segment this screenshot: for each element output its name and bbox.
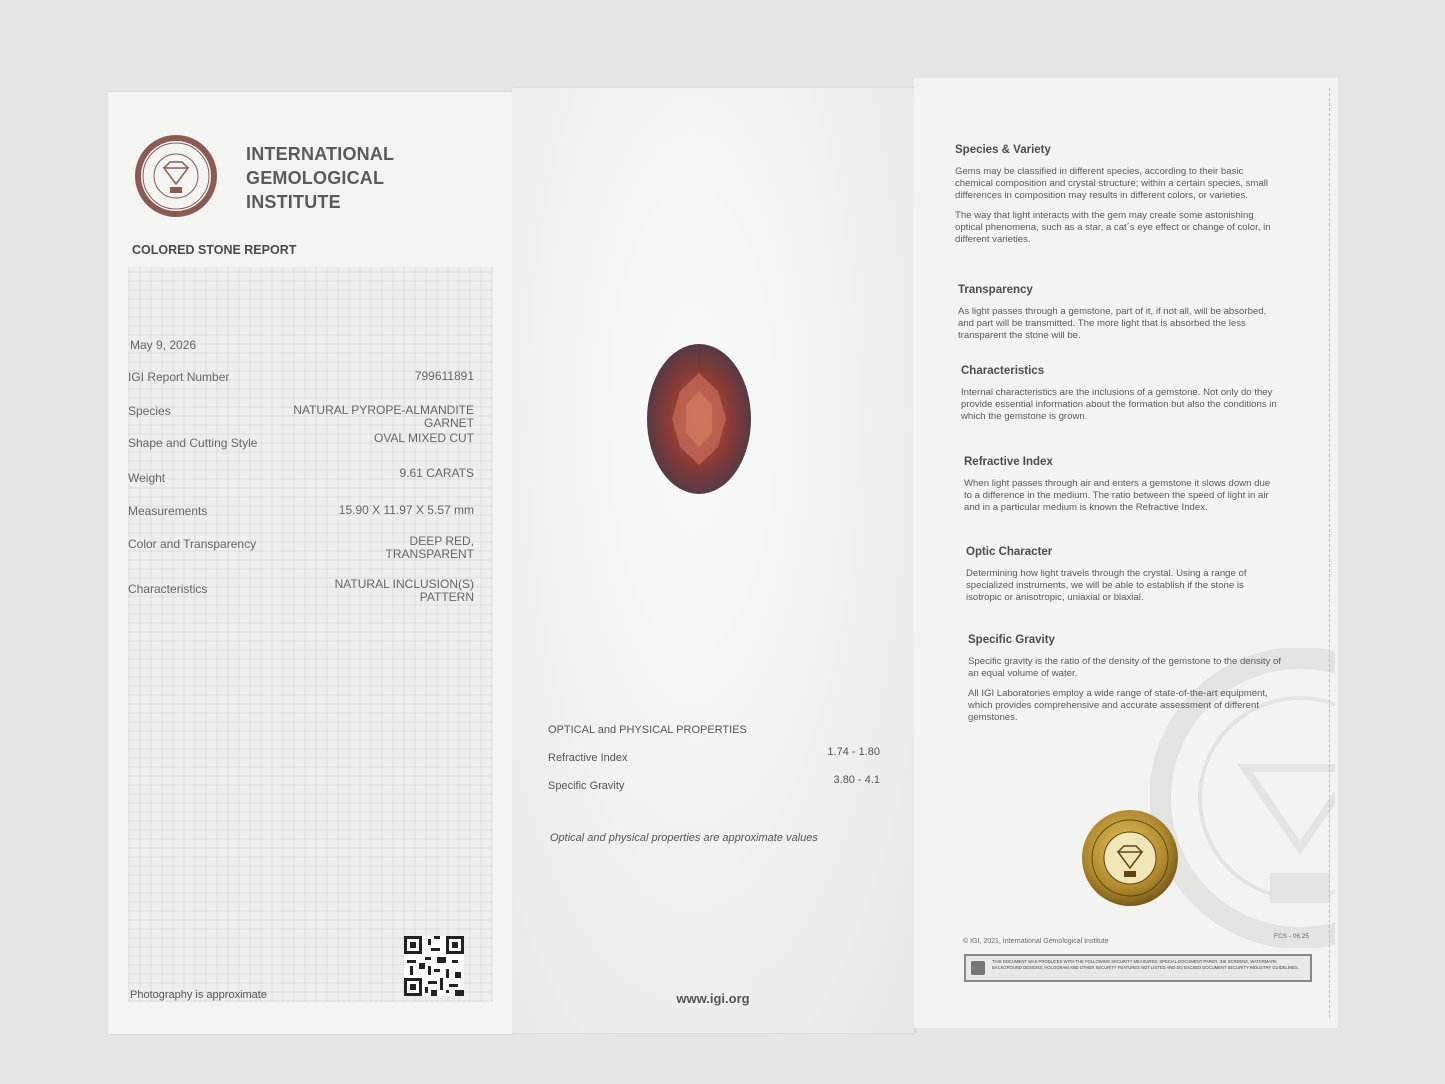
property-label: Specific Gravity bbox=[548, 780, 625, 792]
institute-name bbox=[246, 142, 394, 214]
section-title: Optic Character bbox=[966, 546, 1053, 558]
institute-name-line1: INTERNATIONAL bbox=[246, 144, 395, 164]
section-title: Species & Variety bbox=[955, 144, 1051, 156]
report-panel-middle bbox=[512, 88, 914, 1033]
row-label: Species bbox=[128, 404, 171, 418]
institute-name-line3: INSTITUTE bbox=[246, 192, 341, 212]
section-title: Characteristics bbox=[961, 365, 1045, 377]
row-label: IGI Report Number bbox=[128, 370, 230, 384]
section-text: All IGI Laboratories employ a wide range of state-of-the-art equipment, which provides comprehensive and accurate assessment of different gemstones. bbox=[968, 688, 1268, 723]
section-refractive-index bbox=[964, 456, 1280, 522]
property-value: 1.74 - 1.80 bbox=[827, 746, 880, 758]
row-value: 799611891 bbox=[414, 369, 474, 383]
row-value: 9.61 CARATS bbox=[399, 466, 474, 480]
row-value: 15.90 X 11.97 X 5.57 mm bbox=[338, 503, 474, 517]
gemstone-image bbox=[646, 343, 752, 495]
section-species bbox=[955, 144, 1271, 254]
section-specific-gravity bbox=[968, 634, 1284, 732]
row-value: DEEP RED, TRANSPARENT bbox=[385, 534, 474, 561]
property-specific-gravity bbox=[548, 774, 880, 792]
row-value: NATURAL PYROPE-ALMANDITE GARNET bbox=[293, 403, 474, 430]
section-text: Specific gravity is the ratio of the density of the gemstone to the density of an equal volume of water. bbox=[968, 656, 1282, 679]
section-text: As light passes through a gemstone, part of it, if not all, will be absorbed, and part will be transmitted. The more light that is absorbed the less transparent the stone will be. bbox=[958, 306, 1267, 341]
report-date: May 9, 2026 bbox=[130, 338, 197, 352]
photography-note: Photography is approximate bbox=[130, 989, 267, 1001]
lock-icon bbox=[971, 961, 985, 975]
row-value: OVAL MIXED CUT bbox=[373, 431, 474, 445]
properties-note: Optical and physical properties are approximate values bbox=[550, 832, 818, 844]
section-text: Determining how light travels through the crystal. Using a range of specialized instruments, we will be able to establish if the stone is isotropic or anisotropic, uniaxial or biaxial. bbox=[966, 568, 1247, 603]
property-value: 3.80 - 4.1 bbox=[833, 774, 880, 786]
section-text: The way that light interacts with the gem may create some astonishing optical phenomena, such as a star, a cat´s eye effect or change of color, in different varieties. bbox=[955, 210, 1271, 245]
copyright-text: © IGI, 2021, International Gemological Institute bbox=[963, 938, 1109, 945]
properties-title: OPTICAL and PHYSICAL PROPERTIES bbox=[548, 724, 747, 736]
form-code: FCS - 06.25 bbox=[1274, 933, 1310, 940]
section-optic-character bbox=[966, 546, 1282, 612]
section-characteristics bbox=[961, 365, 1277, 431]
section-title: Specific Gravity bbox=[968, 634, 1055, 646]
report-panel-left bbox=[108, 92, 512, 1034]
igi-seal-icon bbox=[134, 134, 218, 218]
report-title: COLORED STONE REPORT bbox=[132, 243, 297, 257]
row-label: Color and Transparency bbox=[128, 537, 257, 551]
row-label: Characteristics bbox=[128, 582, 208, 596]
section-text: When light passes through air and enters a gemstone it slows down due to a difference in the medium. The ratio between the speed of light in air and in a particular medium is known the Refractive Index. bbox=[964, 478, 1271, 513]
row-label: Measurements bbox=[128, 504, 208, 518]
security-strip bbox=[964, 954, 1312, 982]
row-label: Weight bbox=[128, 471, 166, 485]
section-text: Internal characteristics are the inclusions of a gemstone. Not only do they provide essential information about the formation but also the conditions in which the gemstone is grown. bbox=[961, 387, 1277, 422]
report-document bbox=[108, 78, 1338, 1034]
perforation-line bbox=[1329, 88, 1330, 1018]
section-title: Refractive Index bbox=[964, 456, 1053, 468]
property-refractive-index bbox=[548, 746, 880, 764]
institute-name-line2: GEMOLOGICAL bbox=[246, 168, 385, 188]
section-text: Gems may be classified in different species, according to their basic chemical composition and crystal structure; within a certain species, small differences in composition may results in different colors, or varieties. bbox=[955, 166, 1268, 201]
qr-code-icon[interactable] bbox=[404, 936, 464, 996]
website-link[interactable]: www.igi.org bbox=[676, 991, 750, 1006]
row-label: Shape and Cutting Style bbox=[128, 436, 258, 450]
property-label: Refractive Index bbox=[548, 752, 628, 764]
row-value: NATURAL INCLUSION(S) PATTERN bbox=[334, 577, 474, 604]
gold-seal-icon bbox=[1080, 808, 1180, 908]
section-transparency bbox=[958, 284, 1274, 350]
security-text: THIS DOCUMENT WAS PRODUCED WITH THE FOLLOWING SECURITY MEASURES: SPECIAL DOCUMENT PAPER, INK SCREENS, WATERMARK BACKGROUND DESIGNS, HOLOGRAM AND OTHER SECURITY FEATURES NOT LISTED AND DO EXCEED DOCUMENT SECURITY INDUSTRY GUIDELINES. bbox=[992, 959, 1299, 970]
section-title: Transparency bbox=[958, 284, 1033, 296]
